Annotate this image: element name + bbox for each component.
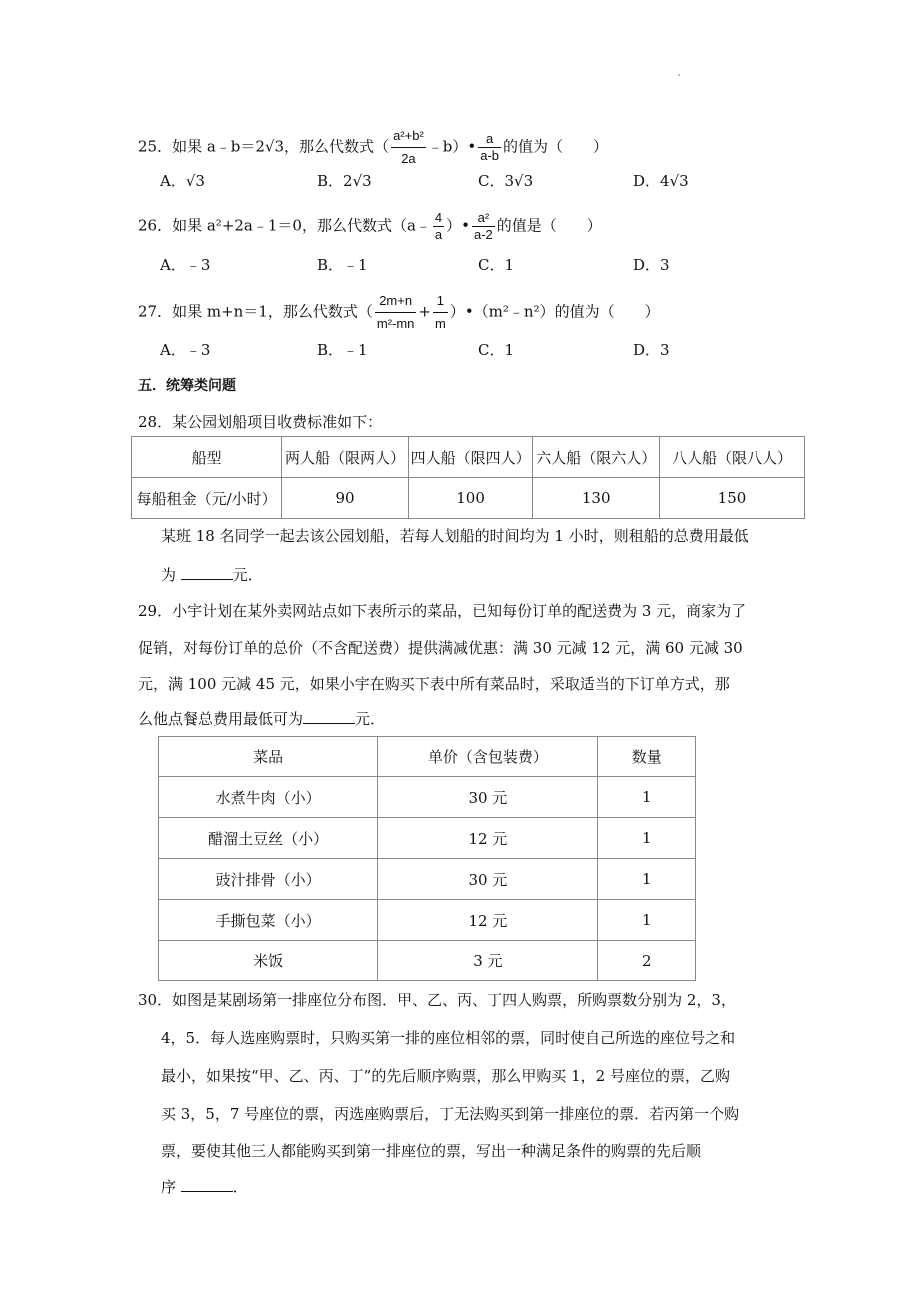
q26-stem-mid: ）•	[446, 216, 470, 235]
q28-cell: 90	[282, 478, 409, 519]
q29-table	[158, 736, 696, 981]
q28-table	[131, 436, 805, 519]
q27-option-c: C．1	[478, 341, 515, 359]
q27-frac1-denominator: m²-mn	[376, 316, 415, 331]
q26-option-d: D．3	[633, 256, 670, 274]
q26-option-c: C．1	[478, 256, 515, 274]
q30-line-3: 最小，如果按“甲、乙、丙、丁”的先后顺序购票，那么甲购买 1，2 号座位的票，乙购	[161, 1067, 730, 1085]
q26-number: 26．	[138, 216, 173, 235]
q27-stem-post: ）•（m²﹣n²）的值为（ ）	[449, 302, 660, 321]
q26-options	[160, 254, 760, 274]
q29-cell: 1	[598, 859, 696, 900]
q29-table-row	[159, 859, 696, 900]
q27-frac2-numerator: 1	[433, 290, 448, 313]
q27-stem-pre: 如果 m+n＝1，那么代数式（	[172, 302, 373, 321]
q25-options	[160, 170, 760, 190]
q29-cell: 1	[598, 900, 696, 941]
q28-header-cell: 六人船（限六人）	[533, 437, 660, 478]
q25-fraction-2	[478, 131, 501, 164]
q25-number: 25．	[138, 137, 173, 156]
q27-option-b: B．﹣1	[317, 341, 368, 359]
q25-option-d: D．4√3	[633, 172, 689, 190]
q28-table-row	[132, 478, 805, 519]
q25-frac2-numerator: a	[478, 131, 501, 148]
q27-options	[160, 339, 760, 359]
q25-option-a: A．√3	[160, 172, 205, 190]
q30-line-4: 买 3，5，7 号座位的票，丙选座购票后，丁无法购买到第一排座位的票．若丙第一个购	[161, 1105, 740, 1123]
q28-text-post: 元．	[232, 566, 263, 584]
q29-header-cell: 单价（含包装费）	[378, 737, 598, 777]
q29-cell: 1	[598, 818, 696, 859]
q29-cell: 水煮牛肉（小）	[159, 777, 378, 818]
q29-cell: 手撕包菜（小）	[159, 900, 378, 941]
q30-line-5: 票，要使其他三人都能购买到第一排座位的票，写出一种满足条件的购票的先后顺	[161, 1142, 702, 1160]
q29-line-4	[138, 709, 385, 729]
q29-cell: 30 元	[378, 777, 598, 818]
q26-fraction-1	[433, 210, 444, 243]
q27-option-a: A．﹣3	[160, 341, 211, 359]
q25-frac1-denominator: 2a	[401, 151, 416, 166]
q29-table-row	[159, 777, 696, 818]
q25-stem-pre: 如果 a﹣b＝2√3，那么代数式（	[172, 137, 390, 156]
q30-line-6-pre: 序	[161, 1178, 181, 1196]
q29-table-row	[159, 941, 696, 981]
q26-frac2-denominator: a-2	[474, 227, 493, 242]
q28-text-line-2	[161, 565, 263, 585]
q28-table-header-row	[132, 437, 805, 478]
q26-stem-pre: 如果 a²+2a﹣1＝0，那么代数式（a﹣	[172, 216, 431, 235]
q27-frac1-numerator: 2m+n	[375, 290, 417, 313]
q28-text-pre: 为	[161, 566, 181, 584]
q26-option-b: B．﹣1	[317, 256, 368, 274]
q28-text-line-1: 某班 18 名同学一起去该公园划船，若每人划船的时间均为 1 小时，则租船的总费用最低	[161, 527, 749, 545]
q29-table-header-row	[159, 737, 696, 777]
q29-cell: 12 元	[378, 818, 598, 859]
q26-fraction-2	[472, 210, 495, 243]
q28-header-cell: 两人船（限两人）	[282, 437, 409, 478]
q28-cell: 100	[408, 478, 533, 519]
q27-number: 27．	[138, 302, 173, 321]
q29-line-1: 29．小宇计划在某外卖网站点如下表所示的菜品，已知每份订单的配送费为 3 元，商家为了	[138, 602, 747, 620]
q29-line-2: 促销，对每份订单的总价（不含配送费）提供满减优惠：满 30 元减 12 元，满 60 元减 30	[138, 639, 743, 657]
q27-frac2-denominator: m	[434, 316, 446, 331]
q29-line-3: 元，满 100 元减 45 元，如果小宇在购买下表中所有菜品时，采取适当的下订单方式，那	[138, 675, 730, 693]
q27-fraction-2	[433, 290, 448, 335]
q30-line-6	[161, 1177, 248, 1197]
question-26	[138, 210, 602, 243]
question-27	[138, 290, 660, 335]
q27-option-d: D．3	[633, 341, 670, 359]
q29-table-row	[159, 818, 696, 859]
q28-cell: 150	[659, 478, 804, 519]
q29-cell: 豉汁排骨（小）	[159, 859, 378, 900]
q25-frac1-numerator: a²+b²	[391, 125, 426, 148]
q30-line-2: 4，5．每人选座购票时，只购买第一排的座位相邻的票，同时使自己所选的座位号之和	[161, 1029, 736, 1047]
q29-line-4-pre: 么他点餐总费用最低可为	[138, 710, 304, 728]
q30-answer-blank[interactable]	[181, 1177, 233, 1192]
q26-option-a: A．﹣3	[160, 256, 211, 274]
q26-stem-post: 的值是（ ）	[496, 216, 602, 235]
q26-frac2-numerator: a²	[472, 210, 495, 227]
q28-header-cell: 四人船（限四人）	[408, 437, 533, 478]
q29-answer-blank[interactable]	[303, 709, 355, 724]
q28-cell: 130	[533, 478, 660, 519]
q28-intro: 28．某公园划船项目收费标准如下：	[138, 413, 383, 431]
q30-line-6-post: ．	[232, 1178, 248, 1196]
q29-cell: 米饭	[159, 941, 378, 981]
q26-frac1-numerator: 4	[434, 210, 443, 225]
q27-stem-mid: +	[418, 302, 431, 321]
q25-option-b: B．2√3	[317, 172, 372, 190]
section-heading: 五．统筹类问题	[138, 378, 236, 394]
q29-cell: 30 元	[378, 859, 598, 900]
q29-cell: 2	[598, 941, 696, 981]
q29-table-row	[159, 900, 696, 941]
q29-cell: 醋溜土豆丝（小）	[159, 818, 378, 859]
q29-cell: 1	[598, 777, 696, 818]
q29-header-cell: 菜品	[159, 737, 378, 777]
q27-fraction-1	[375, 290, 417, 335]
q29-cell: 12 元	[378, 900, 598, 941]
q29-header-cell: 数量	[598, 737, 696, 777]
q28-cell: 每船租金（元/小时）	[132, 478, 282, 519]
q25-frac2-denominator: a-b	[480, 148, 500, 163]
question-25	[138, 125, 608, 170]
q28-header-cell: 八人船（限八人）	[659, 437, 804, 478]
q26-frac1-denominator: a	[434, 227, 443, 242]
q30-line-1: 30．如图是某剧场第一排座位分布图．甲、乙、丙、丁四人购票，所购票数分别为 2，3，	[138, 991, 736, 1009]
q28-header-cell: 船型	[132, 437, 282, 478]
q28-answer-blank[interactable]	[181, 565, 233, 580]
q25-stem-post: 的值为（ ）	[503, 137, 609, 156]
q25-option-c: C．3√3	[478, 172, 534, 190]
q29-line-4-post: 元．	[355, 710, 386, 728]
q25-fraction-1	[391, 125, 426, 170]
q25-stem-mid: ﹣b）•	[427, 137, 477, 156]
q29-cell: 3 元	[378, 941, 598, 981]
page-mark	[678, 74, 680, 76]
